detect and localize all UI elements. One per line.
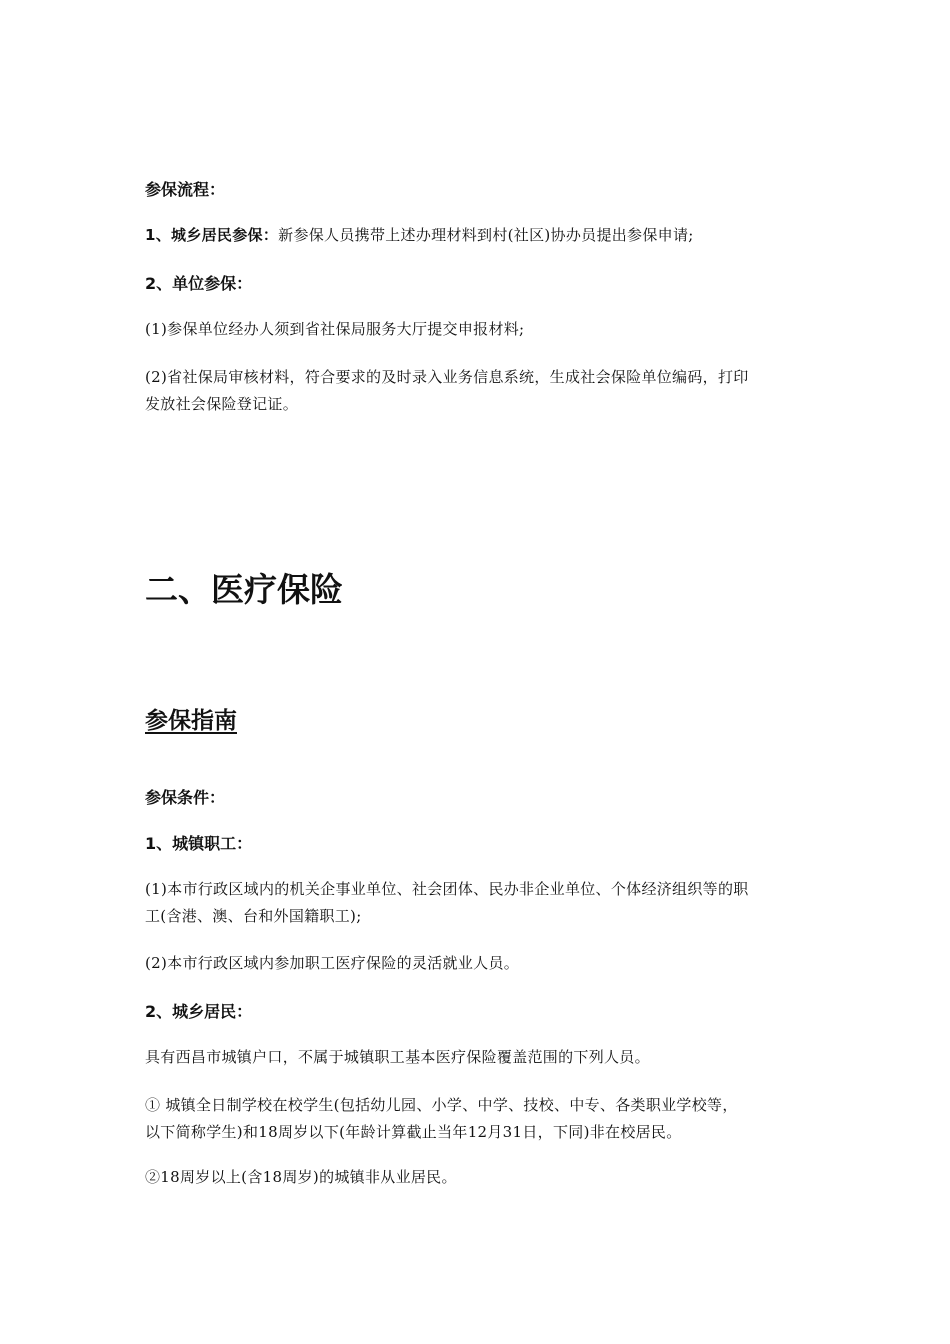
conditions-heading: 参保条件： [145,788,226,807]
section-title: 二、医疗保险 [145,570,343,609]
process-item-2-sub-2-line-2: 发放社会保险登记证。 [145,395,299,413]
rural-residents-item-1-line-1: ① 城镇全日制学校在校学生(包括幼儿园、小学、中学、技校、中专、各类职业学校等， [145,1096,738,1114]
rural-residents-intro: 具有西昌市城镇户口，不属于城镇职工基本医疗保险覆盖范围的下列人员。 [145,1048,650,1066]
urban-workers-sub-2: (2)本市行政区域内参加职工医疗保险的灵活就业人员。 [145,954,520,972]
process-item-2-sub-1: (1)参保单位经办人须到省社保局服务大厅提交申报材料; [145,320,525,338]
urban-workers-sub-1-line-2: 工(含港、澳、台和外国籍职工); [145,907,362,925]
rural-residents-item-1 [145,1092,810,1146]
process-item-2-sub-2-line-1: (2)省社保局审核材料，符合要求的及时录入业务信息系统，生成社会保险单位编码，打印 [145,368,749,386]
process-item-1 [145,222,810,249]
rural-residents-item-2: ②18周岁以上(含18周岁)的城镇非从业居民。 [145,1168,457,1186]
guide-title: 参保指南 [145,708,237,734]
urban-workers-sub-1 [145,876,810,930]
process-item-2-sub-2 [145,364,810,418]
rural-residents-item-1-line-2: 以下简称学生)和18周岁以下(年龄计算截止当年12月31日，下同)非在校居民。 [145,1123,682,1141]
urban-workers-label: 1、城镇职工： [145,834,253,853]
process-item-1-label: 1、城乡居民参保： [145,226,279,244]
rural-residents-label: 2、城乡居民： [145,1002,253,1021]
process-heading: 参保流程： [145,180,226,199]
urban-workers-sub-1-line-1: (1)本市行政区域内的机关企事业单位、社会团体、民办非企业单位、个体经济组织等的职 [145,880,749,898]
process-item-2-label: 2、单位参保： [145,274,253,293]
process-item-1-text: 新参保人员携带上述办理材料到村(社区)协办员提出参保申请; [278,226,694,244]
